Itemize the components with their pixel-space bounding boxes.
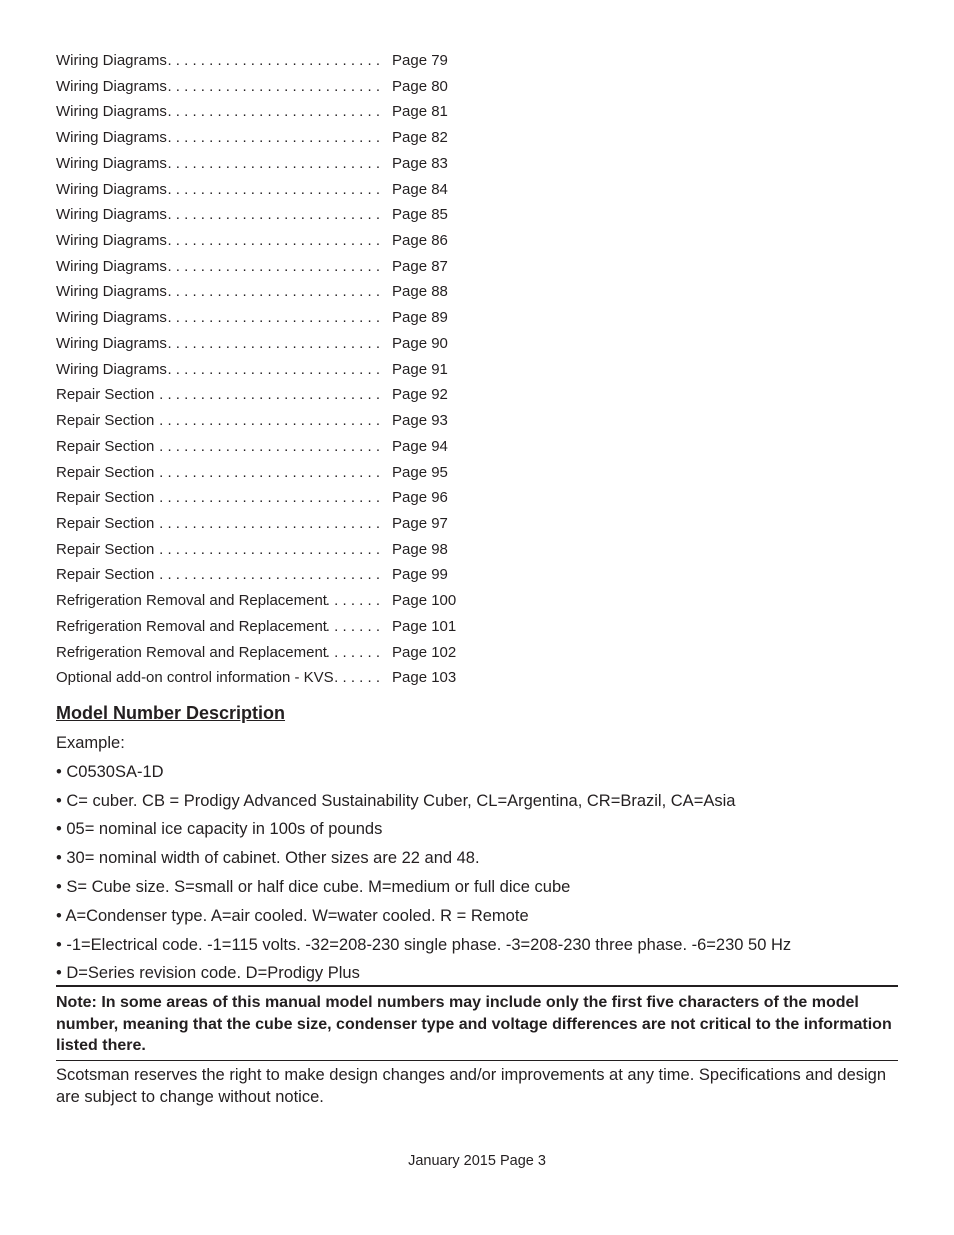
- toc-entry-title: Wiring Diagrams: [56, 232, 167, 250]
- thin-divider: [56, 1060, 898, 1061]
- toc-leader-dots: [154, 537, 380, 563]
- section-heading-model-number-description: Model Number Description: [56, 703, 286, 723]
- toc-leader-dots: [327, 640, 380, 666]
- toc-entry-lead: [56, 74, 380, 100]
- toc-leader-dots: [334, 665, 380, 691]
- model-code-bullet: • D=Series revision code. D=Prodigy Plus: [56, 964, 360, 983]
- toc-entry-page: Page 82: [392, 129, 448, 147]
- toc-entry-lead: [56, 562, 380, 588]
- toc-entry-title: Repair Section: [56, 489, 155, 507]
- toc-leader-dots: [167, 279, 380, 305]
- toc-entry-page: Page 103: [392, 669, 457, 687]
- model-code-bullet: • C0530SA-1D: [56, 762, 164, 781]
- toc-entry: [56, 562, 476, 588]
- toc-leader-dots: [154, 434, 380, 460]
- toc-entry-title: Optional add-on control information - KVS: [56, 669, 334, 687]
- toc-entry-lead: [56, 331, 380, 357]
- toc-entry-title: Wiring Diagrams: [56, 257, 167, 275]
- toc-leader-dots: [327, 614, 380, 640]
- toc-leader-dots: [167, 254, 380, 280]
- toc-leader-dots: [167, 357, 380, 383]
- toc-leader-dots: [154, 562, 380, 588]
- table-of-contents: [56, 48, 476, 691]
- toc-entry: [56, 177, 476, 203]
- toc-entry-title: Wiring Diagrams: [56, 103, 167, 121]
- toc-entry-page: Page 97: [392, 514, 448, 532]
- toc-entry-title: Repair Section: [56, 386, 155, 404]
- toc-entry: [56, 305, 476, 331]
- toc-entry-lead: [56, 228, 380, 254]
- model-code-bullet: • 30= nominal width of cabinet. Other sizes are 22 and 48.: [56, 849, 480, 868]
- toc-entry-title: Refrigeration Removal and Replacement: [56, 643, 327, 661]
- toc-leader-dots: [154, 485, 380, 511]
- toc-entry-page: Page 85: [392, 206, 448, 224]
- toc-entry-lead: [56, 125, 380, 151]
- toc-entry-title: Repair Section: [56, 412, 155, 430]
- toc-entry: [56, 434, 476, 460]
- toc-entry-page: Page 84: [392, 180, 448, 198]
- toc-leader-dots: [167, 125, 380, 151]
- toc-leader-dots: [167, 99, 380, 125]
- toc-entry-lead: [56, 357, 380, 383]
- toc-entry-page: Page 87: [392, 257, 448, 275]
- toc-entry-page: Page 86: [392, 232, 448, 250]
- toc-entry-title: Wiring Diagrams: [56, 360, 167, 378]
- toc-leader-dots: [167, 177, 380, 203]
- toc-entry: [56, 511, 476, 537]
- toc-entry-title: Repair Section: [56, 463, 155, 481]
- toc-entry-page: Page 93: [392, 412, 448, 430]
- model-code-bullet: • A=Condenser type. A=air cooled. W=water cooled. R = Remote: [56, 906, 529, 925]
- toc-entry: [56, 382, 476, 408]
- toc-entry-lead: [56, 640, 380, 666]
- toc-entry: [56, 331, 476, 357]
- model-code-bullet: • C= cuber. CB = Prodigy Advanced Sustainability Cuber, CL=Argentina, CR=Brazil, CA=Asia: [56, 791, 736, 810]
- toc-entry-lead: [56, 254, 380, 280]
- toc-entry-page: Page 95: [392, 463, 448, 481]
- toc-entry-page: Page 98: [392, 540, 448, 558]
- toc-leader-dots: [167, 202, 380, 228]
- toc-entry-page: Page 92: [392, 386, 448, 404]
- toc-entry-page: Page 91: [392, 360, 448, 378]
- thick-divider: [56, 985, 898, 987]
- model-code-bullet: • -1=Electrical code. -1=115 volts. -32=208-230 single phase. -3=208-230 three phase. -6=230 50 Hz: [56, 935, 792, 954]
- toc-leader-dots: [154, 511, 380, 537]
- toc-entry: [56, 460, 476, 486]
- toc-entry-title: Wiring Diagrams: [56, 309, 167, 327]
- toc-entry-title: Repair Section: [56, 566, 155, 584]
- toc-entry-page: Page 102: [392, 643, 457, 661]
- toc-entry-lead: [56, 434, 380, 460]
- toc-entry-lead: [56, 151, 380, 177]
- toc-leader-dots: [154, 460, 380, 486]
- toc-entry-page: Page 80: [392, 77, 448, 95]
- toc-entry-lead: [56, 588, 380, 614]
- toc-entry-title: Refrigeration Removal and Replacement: [56, 617, 327, 635]
- toc-entry: [56, 99, 476, 125]
- toc-entry-title: Repair Section: [56, 540, 155, 558]
- toc-entry-page: Page 101: [392, 617, 457, 635]
- toc-entry-page: Page 79: [392, 52, 448, 69]
- toc-entry: [56, 254, 476, 280]
- toc-entry-title: Wiring Diagrams: [56, 180, 167, 198]
- toc-entry-page: Page 88: [392, 283, 448, 301]
- toc-leader-dots: [167, 74, 380, 100]
- toc-entry-lead: [56, 408, 380, 434]
- toc-entry: [56, 665, 476, 691]
- toc-entry-lead: [56, 511, 380, 537]
- toc-entry-page: Page 99: [392, 566, 448, 584]
- model-code-bullet: • 05= nominal ice capacity in 100s of pounds: [56, 820, 383, 839]
- toc-entry-page: Page 83: [392, 154, 448, 172]
- toc-entry-title: Refrigeration Removal and Replacement: [56, 592, 327, 610]
- toc-entry-page: Page 96: [392, 489, 448, 507]
- toc-entry-lead: [56, 614, 380, 640]
- toc-entry: [56, 125, 476, 151]
- toc-entry-page: Page 94: [392, 437, 448, 455]
- toc-entry-lead: [56, 202, 380, 228]
- toc-entry-page: Page 81: [392, 103, 448, 121]
- toc-entry: [56, 228, 476, 254]
- toc-entry: [56, 485, 476, 511]
- model-code-bullet-list: [56, 758, 898, 988]
- toc-entry: [56, 279, 476, 305]
- toc-leader-dots: [167, 331, 380, 357]
- toc-entry: [56, 614, 476, 640]
- page-footer: January 2015 Page 3: [408, 1153, 546, 1169]
- toc-entry-title: Wiring Diagrams: [56, 283, 167, 301]
- toc-entry: [56, 408, 476, 434]
- toc-entry-page: Page 90: [392, 334, 448, 352]
- note-paragraph: Note: In some areas of this manual model numbers may include only the first five characters of the model number, meaning that the cube size, condenser type and voltage differences are not critical to the information listed there.: [56, 994, 892, 1054]
- toc-leader-dots: [167, 305, 380, 331]
- toc-entry-lead: [56, 177, 380, 203]
- toc-entry-title: Repair Section: [56, 437, 155, 455]
- disclaimer-paragraph: Scotsman reserves the right to make design changes and/or improvements at any time. Specifications and design are subject to change without notice.: [56, 1066, 887, 1106]
- toc-entry: [56, 640, 476, 666]
- toc-entry: [56, 357, 476, 383]
- toc-entry: [56, 537, 476, 563]
- toc-entry-lead: [56, 99, 380, 125]
- model-code-bullet: • S= Cube size. S=small or half dice cube. M=medium or full dice cube: [56, 877, 571, 896]
- toc-entry-title: Wiring Diagrams: [56, 77, 167, 95]
- toc-entry-title: Wiring Diagrams: [56, 129, 167, 147]
- toc-entry: [56, 151, 476, 177]
- toc-entry-lead: [56, 382, 380, 408]
- toc-entry: [56, 588, 476, 614]
- toc-entry-title: Wiring Diagrams: [56, 334, 167, 352]
- model-number-description-body: [56, 729, 898, 988]
- toc-leader-dots: [167, 228, 380, 254]
- toc-entry: [56, 202, 476, 228]
- toc-entry-lead: [56, 485, 380, 511]
- toc-entry-title: Repair Section: [56, 514, 155, 532]
- toc-entry-title: Wiring Diagrams: [56, 206, 167, 224]
- toc-entry-title: Wiring Diagrams: [56, 52, 167, 69]
- toc-entry-page: Page 100: [392, 592, 457, 610]
- toc-entry-title: Wiring Diagrams: [56, 154, 167, 172]
- toc-entry-lead: [56, 665, 380, 691]
- example-label: Example:: [56, 734, 125, 752]
- toc-leader-dots: [327, 588, 380, 614]
- toc-entry: [56, 74, 476, 100]
- toc-entry-lead: [56, 305, 380, 331]
- toc-entry-lead: [56, 537, 380, 563]
- toc-entry: [56, 48, 476, 74]
- toc-entry-page: Page 89: [392, 309, 448, 327]
- toc-entry-lead: [56, 48, 380, 74]
- toc-leader-dots: [154, 408, 380, 434]
- toc-leader-dots: [154, 382, 380, 408]
- toc-entry-lead: [56, 279, 380, 305]
- toc-leader-dots: [167, 48, 380, 74]
- toc-leader-dots: [167, 151, 380, 177]
- toc-entry-lead: [56, 460, 380, 486]
